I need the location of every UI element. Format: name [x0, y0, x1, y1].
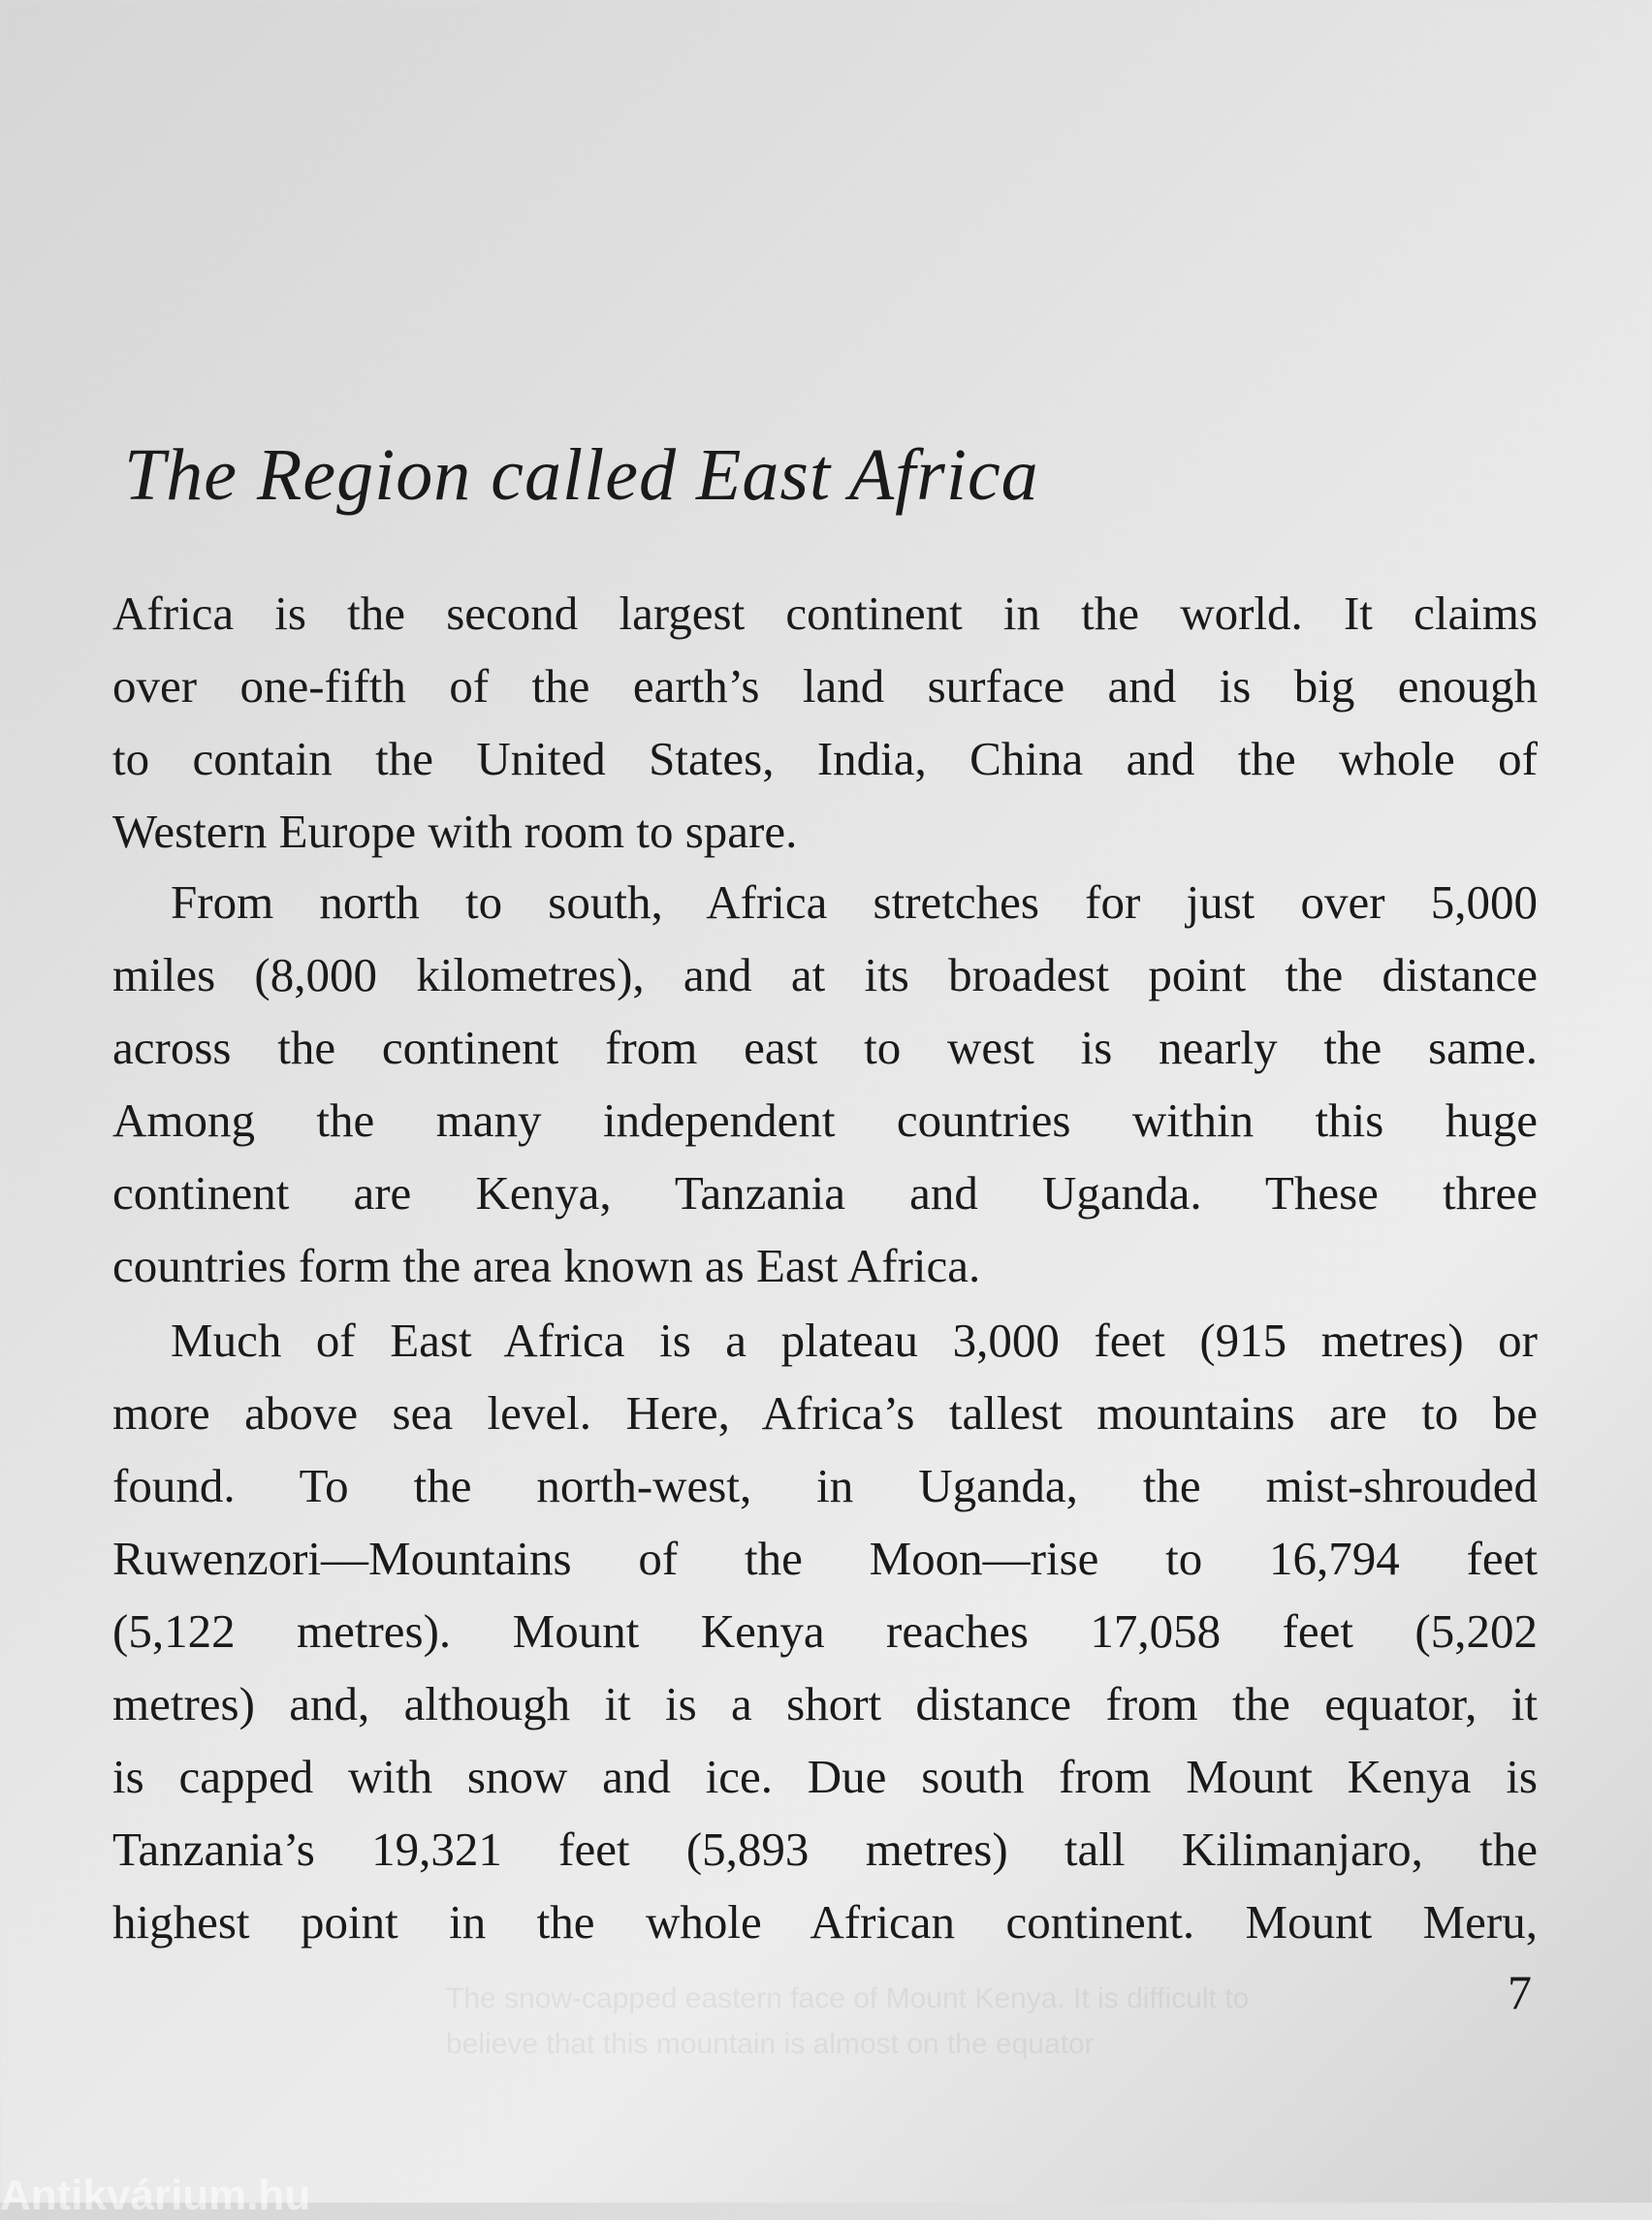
text-line: metres) and, although it is a short distance from the equator, it [112, 1677, 1538, 1730]
text-line: (5,122 metres). Mount Kenya reaches 17,058 feet (5,202 [112, 1604, 1538, 1658]
text-line: Ruwenzori—Mountains of the Moon—rise to 16,794 feet [112, 1532, 1538, 1585]
text-line: countries form the area known as East Africa. [112, 1239, 981, 1292]
page-title: The Region called East Africa [124, 434, 1039, 516]
text-line: across the continent from east to west is nearly the same. [112, 1021, 1538, 1074]
page-number: 7 [1508, 1965, 1532, 2019]
text-line: Tanzania’s 19,321 feet (5,893 metres) tall Kilimanjaro, the [112, 1823, 1538, 1876]
text-line: found. To the north-west, in Uganda, the mist-shrouded [112, 1459, 1538, 1512]
text-line: Africa is the second largest continent in the world. It claims [112, 587, 1538, 640]
text-line: Western Europe with room to spare. [112, 805, 798, 858]
paragraph-2 [112, 866, 1538, 1302]
text-line: more above sea level. Here, Africa’s tallest mountains are to be [112, 1386, 1538, 1440]
text-line: From north to south, Africa stretches for just over 5,000 [171, 875, 1538, 929]
text-line: highest point in the whole African continent. Mount Meru, [112, 1895, 1538, 1949]
text-line: Much of East Africa is a plateau 3,000 feet (915 metres) or [171, 1314, 1538, 1367]
text-line: over one-fifth of the earth’s land surface and is big enough [112, 659, 1538, 713]
text-line: is capped with snow and ice. Due south from Mount Kenya is [112, 1750, 1538, 1803]
text-line: Among the many independent countries within this huge [112, 1094, 1538, 1147]
bleed-through-caption: The snow-capped eastern face of Mount Kenya. It is difficult to [446, 1982, 1250, 2014]
bleed-through-caption: believe that this mountain is almost on the equator [446, 2028, 1095, 2060]
paragraph-3 [112, 1304, 1538, 1958]
text-line: continent are Kenya, Tanzania and Uganda. These three [112, 1166, 1538, 1220]
paragraph-1 [112, 577, 1538, 868]
text-line: miles (8,000 kilometres), and at its broadest point the distance [112, 948, 1538, 1001]
text-line: to contain the United States, India, China and the whole of [112, 732, 1538, 785]
watermark: Antikvárium.hu [0, 2172, 311, 2219]
